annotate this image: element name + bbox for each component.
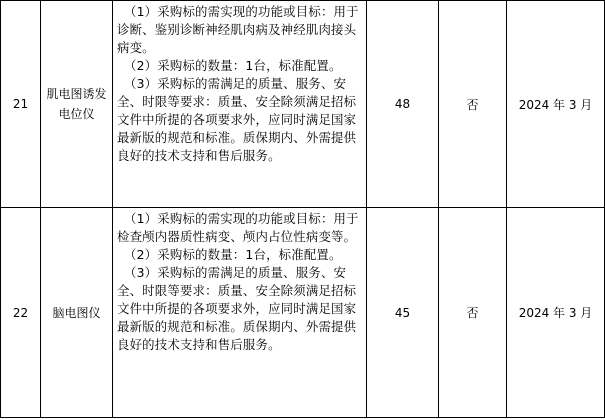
item-requirements <box>113 1 367 208</box>
purchase-date: 2024 年 3 月 <box>507 1 605 208</box>
purchase-date: 2024 年 3 月 <box>507 208 605 418</box>
table-row <box>1 208 605 418</box>
budget-amount: 45 <box>367 208 439 418</box>
item-name: 脑电图仪 <box>41 208 113 418</box>
item-name: 肌电图诱发电位仪 <box>41 1 113 208</box>
row-number: 22 <box>1 208 41 418</box>
requirement-function: （1）采购标的需实现的功能或目标：用于诊断、鉴别诊断神经肌肉病及神经肌肉接头病变。 <box>117 4 359 55</box>
requirement-quality: （3）采购标的需满足的质量、服务、安全、时限等要求：质量、安全除须满足招标文件中所提的各项要求外，应同时满足国家最新版的规范和标准。质保期内、外需提供良好的技术支持和售后服务。 <box>117 265 357 352</box>
requirement-function: （1）采购标的需实现的功能或目标：用于检查颅内器质性病变、颅内占位性病变等。 <box>117 211 359 244</box>
imported-flag: 否 <box>439 1 507 208</box>
requirement-quality: （3）采购标的需满足的质量、服务、安全、时限等要求：质量、安全除须满足招标文件中所提的各项要求外，应同时满足国家最新版的规范和标准。质保期内、外需提供良好的技术支持和售后服务。 <box>117 76 357 163</box>
table-row <box>1 1 605 208</box>
budget-amount: 48 <box>367 1 439 208</box>
requirement-quantity: （2）采购标的数量：1台，标准配置。 <box>124 247 342 262</box>
item-requirements <box>113 208 367 418</box>
requirement-quantity: （2）采购标的数量：1台，标准配置。 <box>124 58 342 73</box>
imported-flag: 否 <box>439 208 507 418</box>
row-number: 21 <box>1 1 41 208</box>
